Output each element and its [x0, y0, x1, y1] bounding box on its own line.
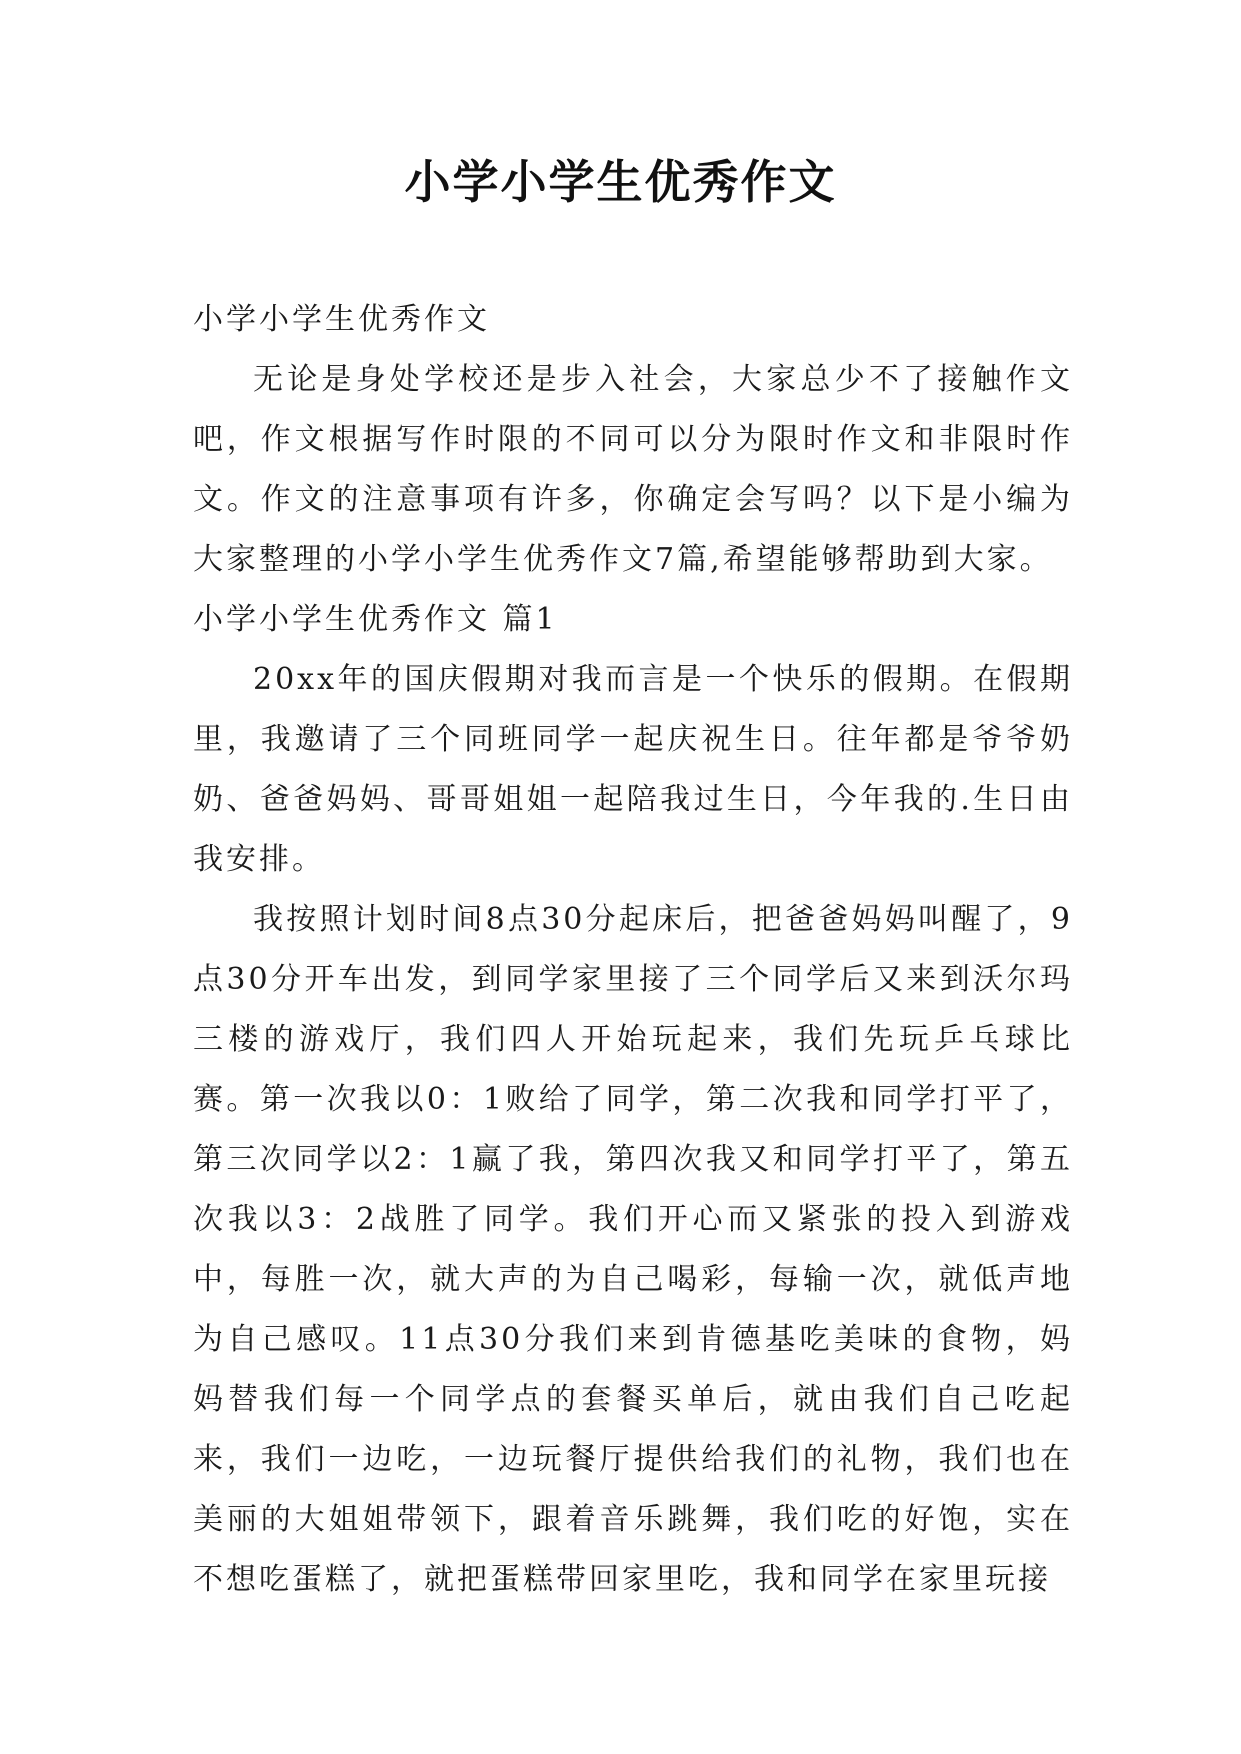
body-paragraph-1: 20xx年的国庆假期对我而言是一个快乐的假期。在假期里，我邀请了三个同班同学一起庆祝生日。往年都是爷爷奶奶、爸爸妈妈、哥哥姐姐一起陪我过生日，今年我的.生日由我安排。	[193, 662, 1073, 877]
document-title: 小学小学生优秀作文	[404, 155, 837, 209]
document-subtitle: 小学小学生优秀作文	[193, 302, 490, 337]
section-heading: 小学小学生优秀作文 篇1	[193, 602, 558, 637]
document-body	[193, 290, 1073, 1610]
body-paragraph-2: 我按照计划时间8点30分起床后，把爸爸妈妈叫醒了，9点30分开车出发，到同学家里接了三个同学后又来到沃尔玛三楼的游戏厅，我们四人开始玩起来，我们先玩乒乓球比赛。第一次我以0：1败给了同学，第二次我和同学打平了，第三次同学以2：1赢了我，第四次我又和同学打平了，第五次我以3：2战胜了同学。我们开心而又紧张的投入到游戏中，每胜一次，就大声的为自己喝彩，每输一次，就低声地为自己感叹。11点30分我们来到肯德基吃美味的食物，妈妈替我们每一个同学点的套餐买单后，就由我们自己吃起来，我们一边吃，一边玩餐厅提供给我们的礼物，我们也在美丽的大姐姐带领下，跟着音乐跳舞，我们吃的好饱，实在不想吃蛋糕了，就把蛋糕带回家里吃，我和同学在家里玩接	[193, 902, 1073, 1597]
intro-paragraph: 无论是身处学校还是步入社会，大家总少不了接触作文吧，作文根据写作时限的不同可以分为限时作文和非限时作文。作文的注意事项有许多，你确定会写吗？以下是小编为大家整理的小学小学生优秀作文7篇,希望能够帮助到大家。	[193, 362, 1073, 577]
